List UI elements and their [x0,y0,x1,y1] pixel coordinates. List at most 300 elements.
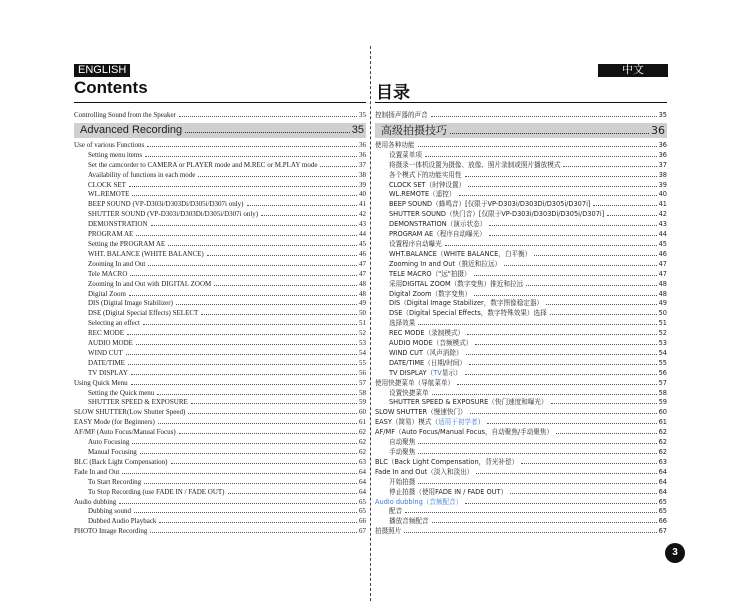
toc-page-number: 62 [658,428,667,437]
toc-section-heading[interactable] [74,123,366,138]
toc-entry-title [389,200,590,210]
toc-entry[interactable] [74,389,366,399]
toc-entry[interactable] [375,517,667,527]
toc-page-number: 61 [359,418,366,427]
toc-entry[interactable] [74,418,366,428]
toc-entry-title [88,210,258,220]
toc-dot-leader [171,463,357,464]
toc-dot-leader [179,433,357,434]
toc-entry-text: SHUTTER SOUND (VP-D303i/D303Di/D305i/D307i only) [88,210,259,219]
toc-page-number: 40 [359,190,366,199]
toc-entry-text: CLOCK SET [88,180,126,189]
toc-dot-leader [201,314,357,315]
toc-page-number: 62 [359,428,366,437]
toc-entry[interactable] [375,230,667,240]
toc-page-number: 64 [359,487,366,496]
toc-entry-title [88,290,126,300]
toc-entry[interactable] [74,161,366,171]
toc-page-number: 52 [658,329,667,338]
toc-entry[interactable] [74,359,366,369]
toc-entry-text: 开始拍摄 [389,477,416,486]
toc-entry[interactable] [74,111,366,121]
toc-dot-leader [521,463,656,464]
toc-dot-leader [185,132,350,133]
toc-entry[interactable] [375,319,667,329]
toc-entry[interactable] [74,478,366,488]
toc-entry[interactable] [74,438,366,448]
toc-entry-text: 设置菜单项 [389,150,422,159]
toc-entry-title [389,349,463,359]
toc-entry-text: To Stop Recording (use FADE IN / FADE OUT) [88,487,225,496]
toc-entry[interactable] [375,359,667,369]
toc-entry-text: Selecting an effect [88,319,140,328]
toc-dot-leader [487,423,656,424]
toc-entry[interactable] [74,230,366,240]
toc-dot-leader [214,285,357,286]
toc-entry-title [389,309,547,319]
toc-dot-leader [228,493,357,494]
toc-page-number: 64 [359,467,366,476]
toc-entry-title [88,329,124,339]
toc-entry-text: BLC (Back Light Compensation) [74,457,168,466]
toc-entry-title [389,161,560,171]
toc-entry[interactable] [375,339,667,349]
toc-entry-text: Tele MACRO [88,269,128,278]
toc-page-number: 66 [359,517,366,526]
toc-entry[interactable] [74,210,366,220]
toc-entry[interactable] [375,458,667,468]
toc-entry[interactable] [375,200,667,210]
toc-entry[interactable] [74,151,366,161]
toc-entry[interactable] [375,349,667,359]
toc-dot-leader [418,483,656,484]
toc-entry-title [88,359,125,369]
toc-entry[interactable] [74,349,366,359]
toc-page-number: 64 [658,467,667,476]
toc-entry[interactable] [74,398,366,408]
toc-entry-text: DSE (Digital Special Effects) SELECT [88,309,199,318]
toc-entry[interactable] [74,428,366,438]
toc-entry-text: SHUTTER SOUND（快门音）[仅限于VP-D303i/D303Di/D305i/D307i] [389,210,605,219]
toc-entry-title [88,230,133,240]
toc-entry-text: Use of various Functions [74,140,145,149]
toc-page-number: 35 [351,123,364,136]
toc-page-number: 62 [658,438,667,447]
toc-entry-title [389,438,415,448]
toc-dot-leader [504,265,656,266]
toc-page-number: 64 [658,487,667,496]
toc-entry[interactable] [375,220,667,230]
toc-entry[interactable] [74,408,366,418]
toc-entry-title [389,369,462,379]
toc-page-number: 58 [658,388,667,397]
toc-entry[interactable] [375,488,667,498]
toc-entry-title [88,260,145,270]
toc-entry-title [88,280,211,290]
toc-dot-leader [404,532,656,533]
toc-entry-text-after: ） [477,418,485,427]
toc-entry-text: Auto Focusing [88,438,130,447]
toc-dot-leader [474,295,657,296]
toc-entry[interactable] [74,379,366,389]
toc-entry[interactable] [375,111,667,121]
toc-entry-text: Zooming In and Out with DIGITAL ZOOM [88,279,212,288]
toc-entry[interactable] [375,507,667,517]
toc-dot-leader [450,133,649,134]
toc-entry[interactable] [74,468,366,478]
toc-dot-leader [526,285,656,286]
toc-entry-text: Fade In and Out [74,467,120,476]
toc-entry[interactable] [74,527,366,537]
toc-entry-title [88,339,133,349]
toc-entry-title [76,123,182,138]
toc-dot-leader [143,324,357,325]
toc-entry[interactable] [74,319,366,329]
toc-dot-leader [432,394,657,395]
toc-entry-text: BEEP SOUND (VP-D303i/D303Di/D305i/D307i only) [88,200,244,209]
toc-entry-title [88,438,129,448]
toc-entry[interactable] [375,240,667,250]
toc-dot-leader [468,186,656,187]
toc-entry-title [389,210,604,220]
toc-page-number: 37 [359,160,366,169]
contents-heading-chinese: 目录 [376,83,410,103]
toc-entry[interactable] [74,190,366,200]
toc-page-number: 35 [658,111,667,119]
toc-entry[interactable] [74,280,366,290]
toc-dot-leader [148,265,357,266]
toc-entry-title [74,141,144,151]
page-number-badge: 3 [665,543,685,563]
toc-entry[interactable] [375,329,667,339]
toc-entry-text: SHUTTER SPEED & EXPOSURE（快门速度和曝光） [389,398,548,407]
toc-entry[interactable] [74,369,366,379]
toc-entry[interactable] [375,498,667,508]
toc-entry-text: Setting the PROGRAM AE [88,239,166,248]
toc-page-number: 35 [359,111,366,119]
toc-page-number: 42 [658,210,667,219]
toc-entry[interactable] [74,270,366,280]
toc-dot-leader [534,255,656,256]
toc-entry[interactable] [74,458,366,468]
toc-dot-leader [474,275,657,276]
toc-page-number: 64 [658,477,667,486]
toc-entry-text: DATE/TIME（日期/时间） [389,358,466,367]
toc-entry[interactable] [375,151,667,161]
toc-entry-title [88,309,198,319]
toc-entry-title [389,319,415,329]
toc-entry[interactable] [74,200,366,210]
toc-entry-title [389,448,415,458]
toc-page-number: 43 [658,220,667,229]
heading-rule-right [375,102,667,103]
toc-entry[interactable] [375,468,667,478]
toc-page-number: 36 [658,150,667,159]
contents-heading: Contents [74,78,148,97]
toc-entry-title [389,359,466,369]
toc-entry-title [88,200,244,210]
toc-page-number: 60 [658,408,667,417]
toc-entry[interactable] [74,339,366,349]
toc-page-number: 39 [359,180,366,189]
toc-entry-title [389,389,429,399]
toc-entry[interactable] [74,448,366,458]
toc-entry-title [389,171,462,181]
toc-page-number: 64 [359,477,366,486]
toc-dot-leader [563,166,656,167]
toc-entry-title [389,230,486,240]
toc-entry-text: Using Quick Menu [74,378,128,387]
toc-page-number: 36 [658,140,667,149]
toc-entry[interactable] [74,220,366,230]
toc-dot-leader [466,354,657,355]
toc-list-chinese [375,111,667,537]
toc-entry-highlight: Audio dubbing（音频配音） [375,497,463,506]
toc-page-number: 39 [658,180,667,189]
toc-entry[interactable] [375,369,667,379]
toc-entry-text: PROGRAM AE [88,230,134,239]
toc-dot-leader [459,195,657,196]
toc-entry[interactable] [74,290,366,300]
toc-page-number: 65 [359,507,366,516]
toc-dot-leader [134,512,357,513]
toc-entry[interactable] [375,438,667,448]
toc-entry-text: TELE MACRO（"远"拍摄） [389,269,471,278]
toc-entry-text: Fade In and Out（淡入和淡出） [375,467,474,476]
toc-page-number: 41 [658,200,667,209]
toc-entry-text: WL.REMOTE（遥控） [389,190,456,199]
toc-entry[interactable] [375,280,667,290]
toc-page-number: 53 [359,339,366,348]
toc-entry-text: DATE/TIME [88,358,125,367]
toc-entry-text: WIND CUT [88,348,123,357]
toc-entry[interactable] [375,408,667,418]
toc-entry-title [389,507,402,517]
toc-entry-title [74,428,176,438]
toc-dot-leader [445,245,657,246]
toc-page-number: 41 [359,200,366,209]
toc-entry-title [88,299,173,309]
toc-dot-leader [418,324,656,325]
toc-entry-title [88,369,128,379]
toc-entry-text: TV DISPLAY [88,368,128,377]
toc-entry-text: DSE（Digital Special Effects，数字特殊效果）选择 [389,309,547,318]
toc-entry-text: Advanced Recording [80,123,183,136]
toc-page-number: 52 [359,329,366,338]
toc-entry-title [389,478,415,488]
toc-entry[interactable] [74,309,366,319]
toc-entry-text: AF/MF (Auto Focus/Manual Focus) [74,428,176,437]
toc-entry-title [88,220,148,230]
toc-dot-leader [510,493,656,494]
toc-entry[interactable] [375,190,667,200]
toc-entry-text: BLC（Back Light Compensation，背光补偿） [375,457,519,466]
toc-entry[interactable] [375,250,667,260]
toc-entry-text: Digital Zoom [88,289,126,298]
toc-entry-text: 拍摄照片 [375,527,402,536]
toc-entry-text: 采用DIGITAL ZOOM（数字变焦）推近和拉远 [389,279,524,288]
toc-dot-leader [475,344,656,345]
toc-entry-text: WHT.BALANCE（WHITE BALANCE，白平衡） [389,249,532,258]
toc-entry-text: AUDIO MODE [88,339,133,348]
toc-dot-leader [144,483,357,484]
toc-entry[interactable] [74,507,366,517]
toc-entry-title [389,220,486,230]
toc-entry-text: 控制扬声器的声音 [375,111,428,119]
toc-entry-title [389,250,531,260]
toc-entry-text: Setting menu items [88,150,143,159]
toc-entry-title [74,458,168,468]
toc-entry-text: Set the camcorder to CAMERA or PLAYER mode and M.REC or M.PLAY mode [88,160,318,169]
toc-page-number: 57 [658,378,667,387]
toc-entry-title [88,319,140,329]
toc-entry[interactable] [375,379,667,389]
toc-dot-leader [147,146,357,147]
toc-entry-text: 各个模式下的功能实用性 [389,170,462,179]
toc-page-number: 46 [658,249,667,258]
toc-dot-leader [119,503,357,504]
toc-entry[interactable] [74,260,366,270]
toc-entry-text: 设置程序自动曝光 [389,239,442,248]
toc-page-number: 44 [658,230,667,239]
toc-entry[interactable] [375,260,667,270]
toc-entry-title [74,379,128,389]
toc-entry-title [88,389,154,399]
toc-entry-text: BEEP SOUND（蜂鸣音）[仅限于VP-D303i/D303Di/D305i/D307i] [389,200,591,209]
toc-entry[interactable] [74,488,366,498]
toc-entry-title [88,181,126,191]
toc-dot-leader [129,295,357,296]
toc-dot-leader [150,532,357,533]
toc-dot-leader [157,394,357,395]
toc-entry-text: Zooming In and Out（推近和拉远） [389,259,502,268]
toc-entry-title [375,408,467,418]
toc-entry-title [88,171,195,181]
toc-entry-text: DIS（Digital Image Stabilizer，数字图像稳定器） [389,299,544,308]
toc-dot-leader [131,384,357,385]
toc-entry-text: 使用快捷菜单（导航菜单） [375,378,455,387]
toc-page-number: 48 [658,279,667,288]
toc-section-heading[interactable] [375,123,667,138]
toc-entry[interactable] [375,181,667,191]
toc-entry-title [88,240,165,250]
toc-entry[interactable] [375,299,667,309]
toc-page-number: 51 [359,319,366,328]
toc-page-number: 62 [359,448,366,456]
toc-page-number: 45 [359,239,366,248]
toc-entry[interactable] [375,398,667,408]
toc-entry-title [389,151,422,161]
toc-entry-title [88,448,137,458]
toc-entry-text: 自动聚焦 [389,438,416,447]
toc-entry[interactable] [375,448,667,458]
toc-entry-highlight: 适用于初学者 [438,418,478,427]
toc-entry-highlight: TV [433,368,442,377]
toc-entry-title [389,488,507,498]
toc-page-number: 63 [359,457,366,466]
toc-dot-leader [151,225,358,226]
toc-entry[interactable] [375,309,667,319]
toc-entry[interactable] [74,171,366,181]
toc-entry-title [389,299,543,309]
toc-page-number: 59 [359,398,366,407]
toc-entry-title [375,468,473,478]
toc-entry[interactable] [375,389,667,399]
toc-entry[interactable] [375,270,667,280]
toc-entry-title [74,468,119,478]
toc-entry[interactable] [74,329,366,339]
language-label-english: ENGLISH [74,64,130,77]
toc-entry[interactable] [375,428,667,438]
toc-entry-title [375,527,401,537]
toc-entry[interactable] [375,478,667,488]
toc-entry[interactable] [74,181,366,191]
toc-page-number: 63 [658,457,667,466]
toc-entry[interactable] [375,290,667,300]
toc-dot-leader [320,166,357,167]
toc-page-number: 60 [359,408,366,417]
toc-entry-text: Audio dubbing [74,497,117,506]
toc-entry-text: Setting the Quick menu [88,388,155,397]
toc-entry[interactable] [375,527,667,537]
toc-entry-text: REC MODE [88,329,124,338]
toc-entry-title [88,507,131,517]
toc-dot-leader [556,433,657,434]
toc-dot-leader [465,374,657,375]
toc-entry[interactable] [74,250,366,260]
toc-page-number: 38 [658,170,667,179]
toc-entry[interactable] [375,171,667,181]
toc-entry[interactable] [74,498,366,508]
toc-entry[interactable] [74,517,366,527]
toc-dot-leader [432,522,657,523]
toc-entry-title [88,151,142,161]
toc-entry-text: Manual Focusing [88,448,137,456]
toc-dot-leader [132,443,357,444]
toc-entry-text: PROGRAM AE（程序自动曝光） [389,230,486,239]
toc-entry-title [74,498,116,508]
toc-dot-leader [593,205,656,206]
toc-page-number: 48 [359,289,366,298]
toc-entry-title [88,398,188,408]
toc-dot-leader [470,413,657,414]
toc-dot-leader [132,195,357,196]
toc-entry-text: REC MODE（录制模式） [389,329,465,338]
toc-page-number: 47 [359,269,366,278]
toc-dot-leader [465,503,656,504]
toc-page-number: 36 [359,140,366,149]
toc-page-number: 48 [658,289,667,298]
toc-dot-leader [457,384,656,385]
toc-entry[interactable] [74,240,366,250]
toc-page-number: 67 [658,527,667,536]
toc-entry[interactable] [375,210,667,220]
toc-dot-leader [176,304,357,305]
toc-entry-title [74,408,185,418]
toc-entry[interactable] [74,299,366,309]
toc-entry-text: Digital Zoom（数字变焦） [389,289,472,298]
toc-entry[interactable] [375,161,667,171]
toc-entry[interactable] [74,141,366,151]
toc-entry[interactable] [375,418,667,428]
toc-dot-leader [130,275,357,276]
toc-entry-title [389,339,472,349]
toc-entry-title [389,260,501,270]
toc-entry[interactable] [375,141,667,151]
toc-page-number: 67 [359,527,366,536]
toc-entry-text: WL.REMOTE [88,190,130,199]
toc-page-number: 54 [658,348,667,357]
